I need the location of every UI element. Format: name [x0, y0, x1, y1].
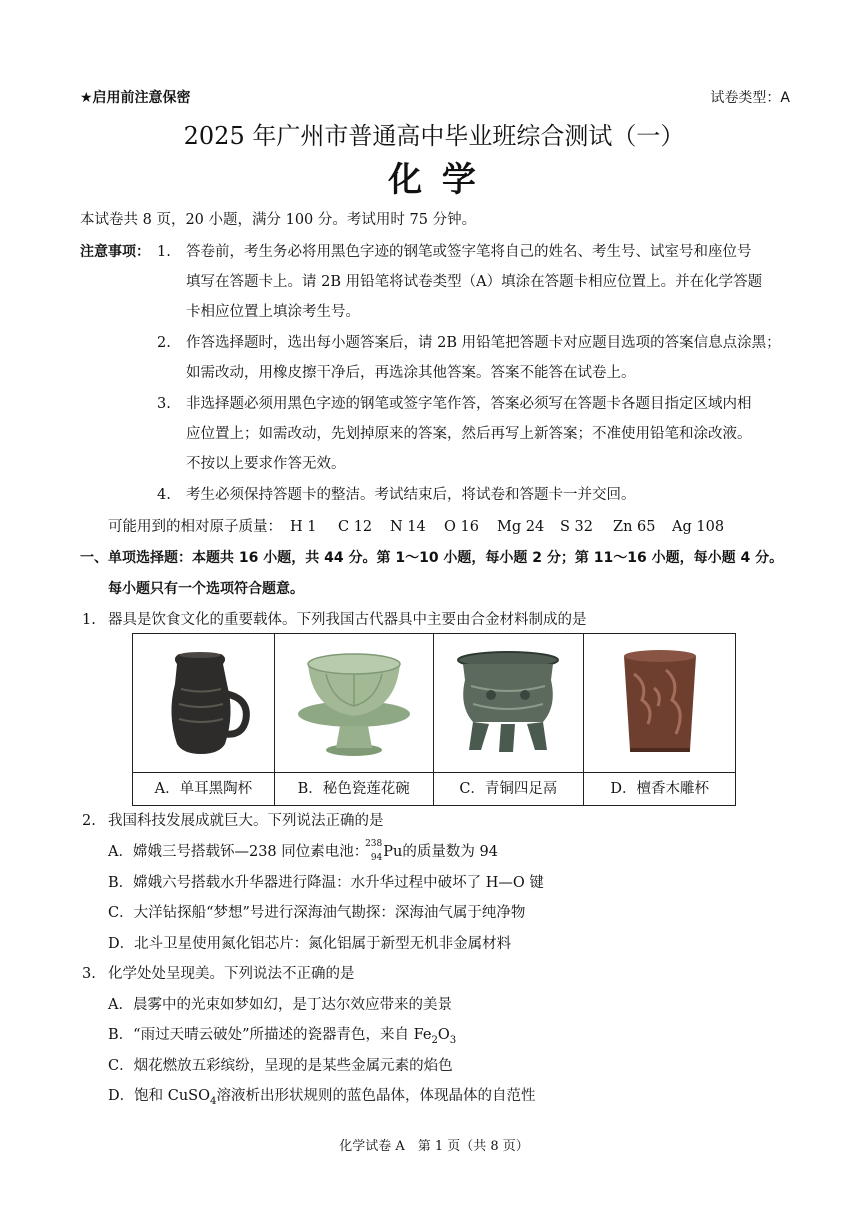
page-footer: 化学试卷 A 第 1 页（共 8 页） — [339, 1139, 529, 1154]
option-text: A．嫦娥三号搭载钚—238 同位素电池： — [108, 844, 369, 860]
atomic-mass: Mg 24 — [497, 519, 545, 535]
subscript: 4 — [210, 1095, 217, 1107]
option-text: 的质量数为 94 — [402, 844, 498, 860]
section-heading-cont: 每小题只有一个选项符合题意。 — [108, 581, 304, 597]
note-line: 填写在答题卡上。请 2B 用铅笔将试卷类型（A）填涂在答题卡相应位置上。并在化学答题 — [186, 274, 763, 290]
q3-option-d — [108, 1089, 535, 1107]
secrecy-notice: ★启用前注意保密 — [80, 90, 191, 106]
note-line: 卡相应位置上填涂考生号。 — [186, 304, 360, 320]
option-text: O — [437, 1027, 450, 1043]
question-stem: 化学处处呈现美。下列说法不正确的是 — [108, 966, 355, 982]
option-text: 溶液析出形状规则的蓝色晶体，体现晶体的自范性 — [216, 1088, 536, 1104]
option-d-label: D．檀香木雕杯 — [584, 773, 736, 806]
q2-option-a — [108, 839, 498, 863]
option-a-label: A．单耳黑陶杯 — [133, 773, 275, 806]
mass-number: 238 — [365, 839, 383, 849]
subject-title: 化 学 — [388, 160, 480, 200]
paper-type: 试卷类型：A — [710, 90, 790, 106]
atomic-mass: O 16 — [444, 519, 479, 535]
atomic-mass-label: 可能用到的相对原子质量： — [108, 519, 282, 535]
note-num: 4. — [157, 487, 171, 503]
question-number: 2. — [82, 813, 96, 829]
notes-label: 注意事项： — [80, 244, 150, 260]
option-b-label: B．秘色瓷莲花碗 — [274, 773, 433, 806]
note-line: 应位置上；如需改动，先划掉原来的答案，然后再写上新答案；不准使用铅笔和涂改液。 — [186, 426, 752, 442]
q2-option-d: D．北斗卫星使用氮化铝芯片：氮化铝属于新型无机非金属材料 — [108, 936, 512, 952]
question-number: 1. — [82, 612, 96, 628]
option-b-image — [274, 634, 433, 773]
note-num: 2. — [157, 335, 171, 351]
q1-image-table — [132, 633, 736, 806]
option-c-label: C．青铜四足鬲 — [433, 773, 584, 806]
subscript: 3 — [449, 1034, 457, 1046]
question-stem: 我国科技发展成就巨大。下列说法正确的是 — [108, 813, 384, 829]
subscript: 2 — [431, 1034, 438, 1046]
atomic-number: 94 — [370, 853, 383, 863]
note-num: 1. — [157, 244, 171, 260]
option-a-image — [133, 634, 275, 773]
question-stem: 器具是饮食文化的重要载体。下列我国古代器具中主要由合金材料制成的是 — [108, 612, 587, 628]
note-num: 3. — [157, 396, 171, 412]
note-line: 如需改动，用橡皮擦干净后，再选涂其他答案。答案不能答在试卷上。 — [186, 365, 636, 381]
option-text: D．饱和 CuSO — [108, 1088, 210, 1104]
atomic-mass: S 32 — [560, 519, 593, 535]
sandalwood-carved-cup-icon — [604, 644, 716, 762]
exam-title: 2025 年广州市普通高中毕业班综合测试（一） — [183, 122, 685, 150]
atomic-mass: C 12 — [338, 519, 373, 535]
q3-option-b — [108, 1028, 456, 1046]
element-symbol: Pu — [383, 844, 403, 860]
note-line: 非选择题必须用黑色字迹的钢笔或签字笔作答，答案必须写在答题卡各题目指定区域内相 — [186, 396, 752, 412]
note-line: 答卷前，考生务必将用黑色字迹的钢笔或签字笔将自己的姓名、考生号、试室号和座位号 — [186, 244, 752, 260]
q2-option-c: C．大洋钻探船“梦想”号进行深海油气勘探：深海油气属于纯净物 — [108, 905, 526, 921]
black-pottery-cup-icon — [147, 644, 259, 762]
bronze-tripod-vessel-icon — [449, 644, 567, 762]
question-number: 3. — [82, 966, 96, 982]
celadon-lotus-bowl-icon — [292, 644, 416, 762]
atomic-mass: H 1 — [290, 519, 317, 535]
q3-option-a: A．晨雾中的光束如梦如幻，是丁达尔效应带来的美景 — [108, 997, 452, 1013]
section-heading: 一、单项选择题：本题共 16 小题，共 44 分。第 1～10 小题，每小题 2 分；第 11～16 小题，每小题 4 分。 — [80, 550, 784, 566]
option-c-image — [433, 634, 584, 773]
q2-option-b: B．嫦娥六号搭载水升华器进行降温：水升华过程中破坏了 H—O 键 — [108, 875, 544, 891]
intro-text: 本试卷共 8 页，20 小题，满分 100 分。考试用时 75 分钟。 — [80, 212, 477, 228]
atomic-mass: Zn 65 — [613, 519, 656, 535]
option-d-image — [584, 634, 736, 773]
note-line: 作答选择题时，选出每小题答案后，请 2B 用铅笔把答题卡对应题目选项的答案信息点涂黑； — [186, 335, 781, 351]
atomic-mass: Ag 108 — [672, 519, 725, 535]
note-line: 不按以上要求作答无效。 — [186, 456, 346, 472]
option-text: B．“雨过天晴云破处”所描述的瓷器青色，来自 Fe — [108, 1027, 432, 1043]
atomic-mass: N 14 — [390, 519, 426, 535]
note-line: 考生必须保持答题卡的整洁。考试结束后，将试卷和答题卡一并交回。 — [186, 487, 636, 503]
isotope-notation — [365, 839, 383, 863]
q3-option-c: C．烟花燃放五彩缤纷，呈现的是某些金属元素的焰色 — [108, 1058, 453, 1074]
